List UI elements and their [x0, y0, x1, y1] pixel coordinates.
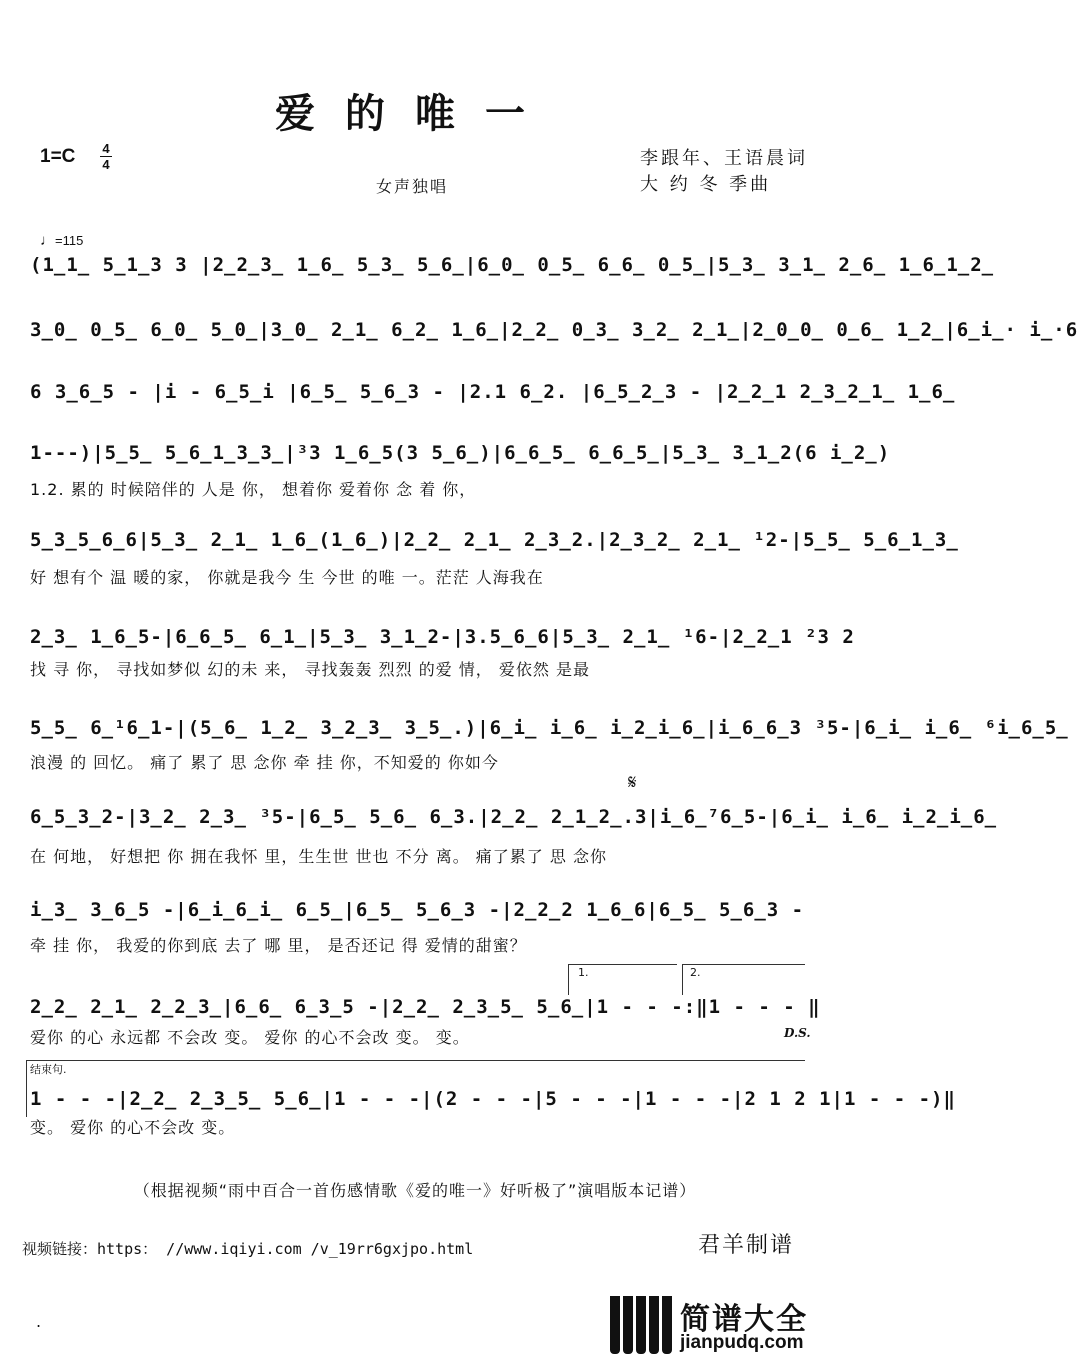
notation-line: 1---)|5̲5̲ 5̲6̲1̲3̲3̲|³3 1̲6̲5(3 5̲6̲)|6̲6̲5̲ 6̲6̲5̲|5̲3̲ 3̲1̲2(6 i̲2̲) — [30, 442, 891, 464]
composer-credit: 大 约 冬 季曲 — [640, 174, 772, 195]
site-logo-url: jianpudq.com — [680, 1332, 804, 1353]
video-link[interactable]: 视频链接：https： //www.iqiyi.com /v_19rr6gxjpo.html — [22, 1240, 474, 1258]
notation-line: 2̲3̲ 1̲6̲5-|6̲6̲5̲ 6̲1̲|5̲3̲ 3̲1̲2-|3.5̲6̲6|5̲3̲ 2̲1̲ ¹6-|2̲2̲1 ²3 2 — [30, 626, 855, 648]
site-logo[interactable] — [610, 1296, 826, 1356]
notation-line: (1̲1̲ 5̲1̲3 3 |2̲2̲3̲ 1̲6̲ 5̲3̲ 5̲6̲|6̲0̲ 0̲5̲ 6̲6̲ 0̲5̲|5̲3̲ 3̲1̲ 2̲6̲ 1̲6̲1̲2̲ — [30, 254, 995, 276]
tempo-value: =115 — [55, 233, 84, 248]
site-logo-name: 简谱大全 — [680, 1302, 808, 1337]
notation-line: 1 - - -|2̲2̲ 2̲3̲5̲ 5̲6̲|1 - - -|(2 - - -|5 - - -|1 - - -|2 1 2 1|1 - - -)‖ — [30, 1088, 956, 1110]
volta-1-label: 1. — [578, 966, 589, 979]
notation-line: 6̲5̲3̲2-|3̲2̲ 2̲3̲ ³5-|6̲5̲ 5̲6̲ 6̲3.|2̲2̲ 2̲1̲2̲.3|i̲6̲⁷6̲5-|6̲i̲ i̲6̲ i̲2̲i̲6̲ — [30, 806, 998, 828]
transcriber-signature: 君羊制谱 — [698, 1233, 795, 1258]
segno-icon: 𝄋 — [628, 770, 637, 794]
lyricist-credit: 李跟年、王语晨词 — [640, 148, 808, 169]
voice-type: 女声独唱 — [376, 177, 449, 196]
song-title: 爱的唯一 — [275, 90, 555, 137]
volta-1-bracket — [568, 964, 677, 995]
ending-label: 结束句. — [30, 1063, 67, 1076]
meter-bottom: 4 — [102, 157, 110, 172]
key-signature: 1=C — [40, 146, 76, 167]
meter-top: 4 — [102, 141, 110, 156]
lyric-line: 浪漫 的 回忆。 痛了 累了 思 念你 牵 挂 你，不知爱的 你如今 — [30, 753, 499, 772]
ending-bracket — [26, 1060, 956, 1117]
lyric-line: 在 何地， 好想把 你 拥在我怀 里，生生世 世也 不分 离。 痛了累了 思 念你 — [30, 847, 607, 866]
lyric-line: 牵 挂 你， 我爱的你到底 去了 哪 里， 是否还记 得 爱情的甜蜜？ — [30, 936, 527, 955]
piano-keys-icon — [610, 1296, 672, 1354]
source-note: （根据视频“雨中百合一首伤感情歌《爱的唯一》好听极了”演唱版本记谱） — [133, 1181, 697, 1200]
lyric-line: 找 寻 你， 寻找如梦似 幻的未 来， 寻找轰轰 烈烈 的爱 情， 爱依然 是最 — [30, 660, 590, 679]
notation-line: i̲3̲ 3̲6̲5 -|6̲i̲6̲i̲ 6̲5̲|6̲5̲ 5̲6̲3 -|2̲2̲2 1̲6̲6|6̲5̲ 5̲6̲3 - — [30, 899, 805, 921]
lyric-line: 变。 爱你 的心不会改 变。 — [30, 1118, 236, 1137]
volta-2-bracket — [682, 964, 805, 995]
lyric-line: 好 想有个 温 暖的家， 你就是我今 生 今世 的唯 一。茫茫 人海我在 — [30, 568, 544, 587]
notation-line: 3̲0̲ 0̲5̲ 6̲0̲ 5̲0̲|3̲0̲ 2̲1̲ 6̲2̲ 1̲6̲|2̲2̲ 0̲3̲ 3̲2̲ 2̲1̲|2̲0̲0̲ 0̲6̲ 1̲2̲|6̲i̲· i̲·6 — [30, 319, 1078, 341]
lyric-line: 1.2. 累的 时候陪伴的 人是 你， 想着你 爱着你 念 着 你， — [30, 480, 477, 499]
notation-line: 5̲5̲ 6̲¹6̲1-|(5̲6̲ 1̲2̲ 3̲2̲3̲ 3̲5̲.)|6̲i̲ i̲6̲ i̲2̲i̲6̲|i̲6̲6̲3 ³5-|6̲i̲ i̲6̲ ⁶i̲6̲5̲ — [30, 717, 1069, 739]
bottom-mark: . — [36, 1312, 42, 1331]
lyric-line: 爱你 的心 永远都 不会改 变。 爱你 的心不会改 变。 变。 — [30, 1028, 470, 1047]
notation-line: 2̲2̲ 2̲1̲ 2̲2̲3̲|6̲6̲ 6̲3̲5 -|2̲2̲ 2̲3̲5̲ 5̲6̲|1 - - -:‖1 - - - ‖ — [30, 996, 821, 1018]
notation-line: 5̲3̲5̲6̲6|5̲3̲ 2̲1̲ 1̲6̲(1̲6̲)|2̲2̲ 2̲1̲ 2̲3̲2.|2̲3̲2̲ 2̲1̲ ¹2-|5̲5̲ 5̲6̲1̲3̲ — [30, 529, 959, 551]
tempo-marking — [40, 232, 83, 249]
ds-mark: D.S. — [784, 1026, 811, 1040]
time-signature — [100, 142, 112, 171]
notation-line: 6 3̲6̲5 - |i - 6̲5̲i |6̲5̲ 5̲6̲3 - |2.1 6̲2. |6̲5̲2̲3 - |2̲2̲1 2̲3̲2̲1̲ 1̲6̲ — [30, 381, 956, 403]
quarter-note-icon: ♩ — [40, 232, 55, 249]
volta-2-label: 2. — [690, 966, 701, 979]
